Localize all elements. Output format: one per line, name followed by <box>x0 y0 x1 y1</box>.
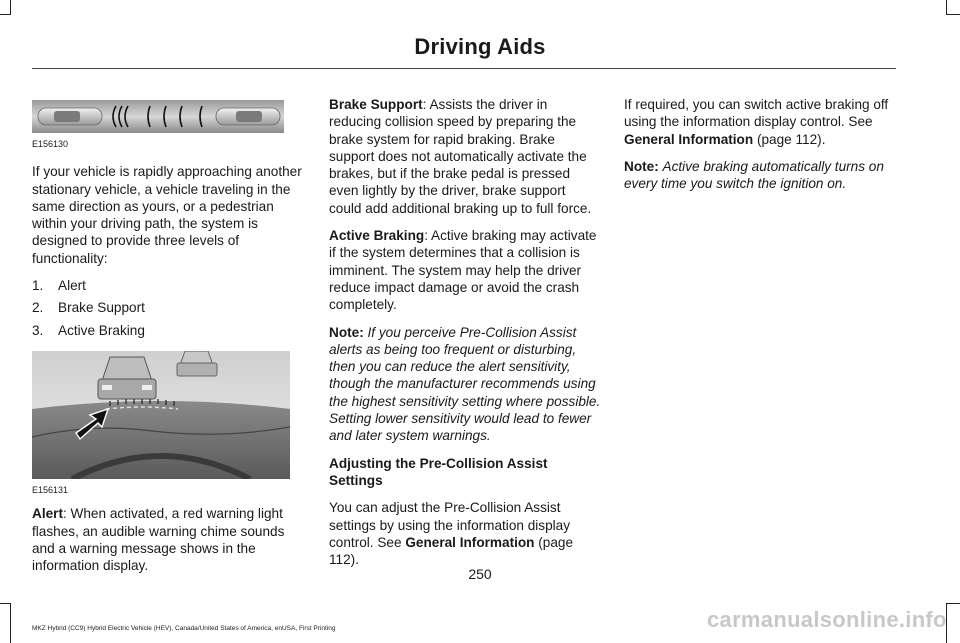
page-reference: (page 112). <box>753 131 826 147</box>
adjust-text: You can adjust the Pre-Collision Assist settings by using the information display control. See <box>329 500 571 550</box>
crop-mark-top-left-v <box>10 0 11 14</box>
alert-label: Alert <box>32 506 63 522</box>
windshield-alert-illustration <box>32 351 290 479</box>
section-heading: Adjusting the Pre-Collision Assist Settings <box>329 455 548 488</box>
figure-code: E156131 <box>32 485 69 496</box>
adjust-paragraph <box>329 499 601 568</box>
list-text: Brake Support <box>58 300 145 316</box>
alert-description: : When activated, a red warning light flashes, an audible warning chime sounds and a warning message shows in the information display. <box>32 506 285 574</box>
figure-vehicles-approaching <box>32 100 302 149</box>
rear-car-icon <box>38 108 102 125</box>
column-2 <box>329 96 601 578</box>
ignition-note <box>624 158 896 193</box>
column-1 <box>32 100 302 584</box>
active-braking-label: Active Braking <box>329 228 425 244</box>
alert-paragraph <box>32 505 302 574</box>
active-braking-description: : Active braking may activate if the system determines that a collision is imminent. The system may help the driver reduce impact damage or avoid the crash completely. <box>329 228 597 313</box>
general-information-link[interactable]: General Information <box>624 131 754 147</box>
page-number: 250 <box>468 566 492 582</box>
note-text: If you perceive Pre-Collision Assist alerts as being too frequent or disturbing, then you can reduce the alert sensitivity, though the manufacturer recommends using the highest sensitivity setting where possible. Setting lower sensitivity would lead to fewer and later system warnings. <box>329 324 601 444</box>
crop-mark-bottom-right-h <box>946 603 960 604</box>
sensitivity-note <box>329 324 601 445</box>
list-text: Active Braking <box>58 322 145 338</box>
list-item <box>32 277 302 294</box>
vehicles-sensor-illustration <box>32 100 284 133</box>
list-number: 2. <box>32 300 44 316</box>
page-reference: (page 112). <box>329 534 574 568</box>
functionality-list <box>32 277 302 339</box>
figure-windshield-warning <box>32 351 302 495</box>
brake-support-label: Brake Support <box>329 97 423 112</box>
page-title: Driving Aids <box>414 34 546 59</box>
crop-mark-top-right-h <box>946 14 960 15</box>
footer-publication-info: MKZ Hybrid (CC9) Hybrid Electric Vehicle (HEV), Canada/United States of America, enUSA, First Printing <box>32 625 336 632</box>
intro-paragraph: If your vehicle is rapidly approaching another stationary vehicle, a vehicle traveling in the same direction as yours, or a pedestrian within your driving path, the system is designed to provide three levels of functionality: <box>32 164 302 266</box>
header-divider <box>32 68 896 69</box>
general-information-link[interactable]: General Information <box>405 534 535 550</box>
switch-off-text: If required, you can switch active braking off using the information display control. See <box>624 97 889 130</box>
list-number: 1. <box>32 278 44 294</box>
note-label: Note: <box>329 324 364 340</box>
crop-mark-top-right-v <box>946 0 947 14</box>
crop-mark-bottom-left-v <box>10 603 11 643</box>
active-braking-paragraph <box>329 227 601 313</box>
list-text: Alert <box>58 278 86 294</box>
list-item <box>32 299 302 316</box>
note-text: Active braking automatically turns on every time you switch the ignition on. <box>624 158 884 192</box>
brake-support-paragraph <box>329 96 601 217</box>
front-car-icon <box>216 108 280 125</box>
figure-code: E156130 <box>32 139 69 150</box>
note-label: Note: <box>624 158 659 174</box>
column-3 <box>624 96 896 202</box>
crop-mark-top-left-h <box>0 14 11 15</box>
switch-off-paragraph <box>624 96 896 148</box>
brake-support-description: : Assists the driver in reducing collision speed by preparing the brake system for rapid braking. Brake support does not automatically activate the brakes, but if the brake pedal is pressed even lightly by the driver, brake support could add additional braking up to full force. <box>329 97 592 216</box>
crop-mark-bottom-left-h <box>0 603 11 604</box>
list-number: 3. <box>32 322 44 338</box>
list-item <box>32 322 302 339</box>
watermark: carmanualsonline.info <box>707 607 947 632</box>
